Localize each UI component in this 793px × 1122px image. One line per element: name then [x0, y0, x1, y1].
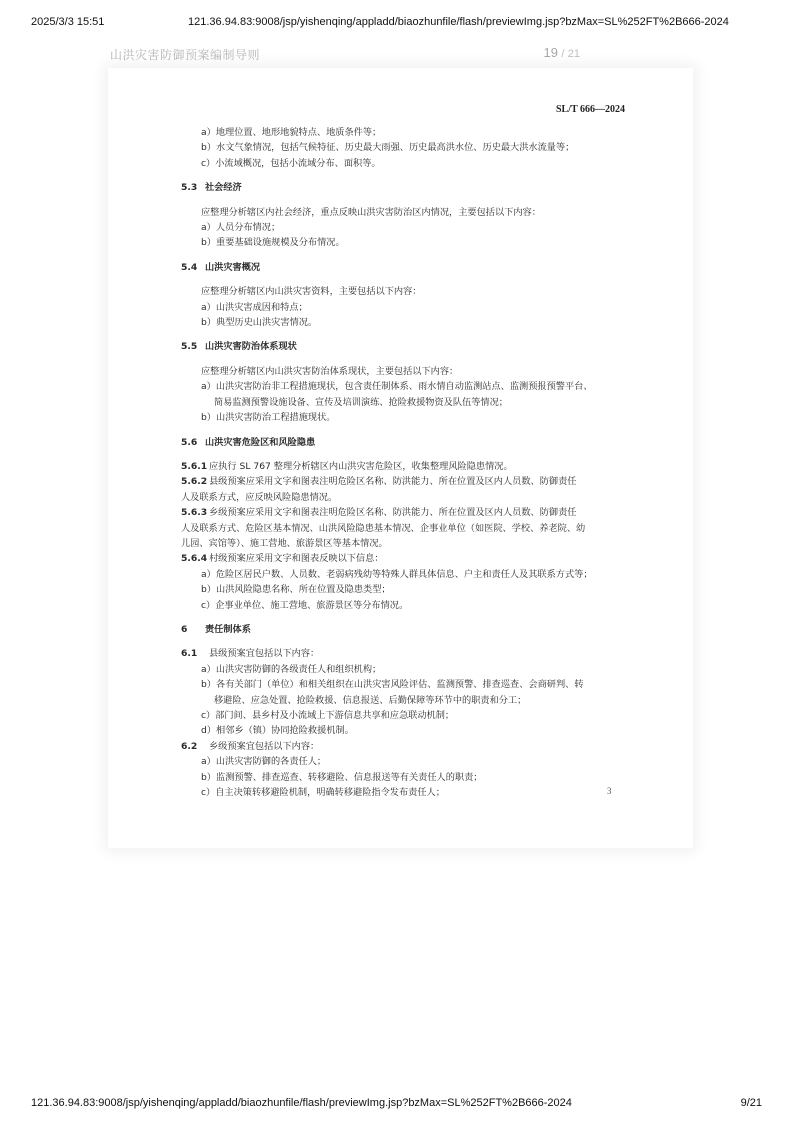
print-header — [0, 16, 793, 32]
list-item: b）山洪灾害防治工程措施现状。 — [201, 412, 336, 424]
list-item: b）各有关部门（单位）和相关组织在山洪灾害风险评估、监测预警、排查巡查、会商研判、转 — [201, 679, 584, 691]
print-url: 121.36.94.83:9008/jsp/yishenqing/appladd/biaozhunfile/flash/previewImg.jsp?bzMax=SL%252FT%2B666-2024 — [188, 16, 729, 28]
list-item: b）典型历史山洪灾害情况。 — [201, 317, 318, 329]
clause-text: 县级预案应采用文字和图表注明危险区名称、防洪能力、所在位置及区内人员数、防御责任 — [209, 476, 577, 488]
clause-text: 村级预案应采用文字和图表反映以下信息： — [209, 553, 384, 565]
section-number: 5.6 — [181, 436, 198, 448]
list-item: b）重要基础设施规模及分布情况。 — [201, 237, 345, 249]
viewer-toolbar — [105, 40, 695, 66]
section-heading — [181, 180, 636, 195]
clause-number: 6.1 — [181, 648, 198, 660]
clause-text: 县级预案宜包括以下内容： — [209, 648, 320, 660]
clause-number: 5.6.1 — [181, 460, 208, 472]
section-number: 5.3 — [181, 182, 198, 194]
list-item: b）监测预警、排查巡查、转移避险、信息报送等有关责任人的职责； — [201, 771, 483, 783]
section-number: 5.5 — [181, 341, 198, 353]
print-footer — [0, 1097, 793, 1113]
page-number: 3 — [607, 786, 612, 796]
list-item: c）部门间、县乡村及小流域上下游信息共享和应急联动机制； — [201, 710, 455, 721]
list-item: a）危险区居民户数、人员数、老弱病残幼等特殊人群具体信息、户主和责任人及其联系方式等； — [201, 568, 593, 580]
clause — [181, 505, 636, 520]
print-datetime: 2025/3/3 15:51 — [31, 16, 105, 28]
section-heading — [181, 260, 636, 275]
current-page: 19 — [543, 45, 558, 60]
clause — [181, 739, 636, 754]
clause — [181, 474, 636, 489]
clause-number: 5.6.3 — [181, 507, 208, 519]
paragraph: 应整理分析辖区内山洪灾害防治体系现状，主要包括以下内容： — [201, 365, 459, 377]
list-item-continuation: 移避险、应急处置、抢险救援、信息报送、后勤保障等环节中的职责和分工； — [214, 694, 527, 706]
list-item: c）小流域概况，包括小流域分布、面积等。 — [201, 157, 381, 169]
section-number: 6 — [181, 623, 188, 635]
paragraph: 应整理分析辖区内社会经济，重点反映山洪灾害防治区内情况，主要包括以下内容： — [201, 206, 541, 218]
document-title: 山洪灾害防御预案编制导则 — [110, 48, 261, 62]
list-item: a）山洪灾害成因和特点； — [201, 301, 308, 313]
list-item: b）水文气象情况，包括气候特征、历史最大雨强、历史最高洪水位、历史最大洪水流量等； — [201, 142, 575, 154]
section-title: 山洪灾害概况 — [205, 261, 261, 273]
page-indicator — [544, 45, 580, 60]
list-item: b）山洪风险隐患名称、所在位置及隐患类型； — [201, 584, 391, 596]
section-title: 山洪灾害防治体系现状 — [205, 341, 297, 353]
section-title: 责任制体系 — [205, 623, 251, 635]
clause-text: 应执行 SL 767 整理分析辖区内山洪灾害危险区，收集整理风险隐患情况。 — [209, 460, 513, 472]
clause-number: 6.2 — [181, 740, 198, 752]
section-heading — [181, 435, 636, 450]
section-number: 5.4 — [181, 261, 198, 273]
page-content — [181, 125, 636, 800]
clause — [181, 551, 636, 566]
clause-continuation: 人及联系方式，应反映风险隐患情况。 — [181, 491, 338, 503]
list-item: a）地理位置、地形地貌特点、地质条件等； — [201, 127, 382, 138]
print-footer-url: 121.36.94.83:9008/jsp/yishenqing/appladd/biaozhunfile/flash/previewImg.jsp?bzMax=SL%252FT%2B666-2024 — [31, 1097, 572, 1109]
print-page-count: 9/21 — [740, 1097, 762, 1109]
list-item: d）相邻乡（镇）协同抢险救援机制。 — [201, 725, 354, 737]
list-item: a）山洪灾害防御的各级责任人和组织机构； — [201, 663, 382, 675]
paragraph: 应整理分析辖区内山洪灾害资料，主要包括以下内容： — [201, 286, 422, 298]
standard-code: SL/T 666—2024 — [556, 104, 625, 115]
list-item: a）山洪灾害防御的各责任人； — [201, 756, 327, 768]
list-item: c）自主决策转移避险机制，明确转移避险指令发布责任人； — [201, 787, 445, 799]
clause — [181, 459, 636, 474]
list-item: a）人员分布情况； — [201, 222, 281, 234]
section-heading — [181, 339, 636, 354]
total-pages: 21 — [567, 48, 580, 60]
clause-continuation: 人及联系方式、危险区基本情况、山洪风险隐患基本情况、企事业单位（如医院、学校、养老院、幼 — [181, 522, 586, 534]
clause-text: 乡级预案宜包括以下内容： — [209, 740, 320, 752]
clause-continuation: 儿园、宾馆等）、施工营地、旅游景区等基本情况。 — [181, 537, 388, 549]
clause-text: 乡级预案应采用文字和图表注明危险区名称、防洪能力、所在位置及区内人员数、防御责任 — [209, 507, 577, 519]
section-title: 山洪灾害危险区和风险隐患 — [205, 436, 316, 448]
clause-number: 5.6.2 — [181, 476, 208, 488]
clause — [181, 646, 636, 661]
section-title: 社会经济 — [205, 182, 242, 194]
section-heading — [181, 622, 636, 637]
list-item: a）山洪灾害防治非工程措施现状，包含责任制体系、雨水情自动监测站点、监测预报预警平台、 — [201, 381, 593, 393]
page-separator: / — [561, 48, 565, 60]
list-item: c）企事业单位、施工营地、旅游景区等分布情况。 — [201, 599, 409, 611]
list-item-continuation: 简易监测预警设施设备、宣传及培训演练、抢险救援物资及队伍等情况； — [214, 396, 508, 408]
clause-number: 5.6.4 — [181, 553, 208, 565]
